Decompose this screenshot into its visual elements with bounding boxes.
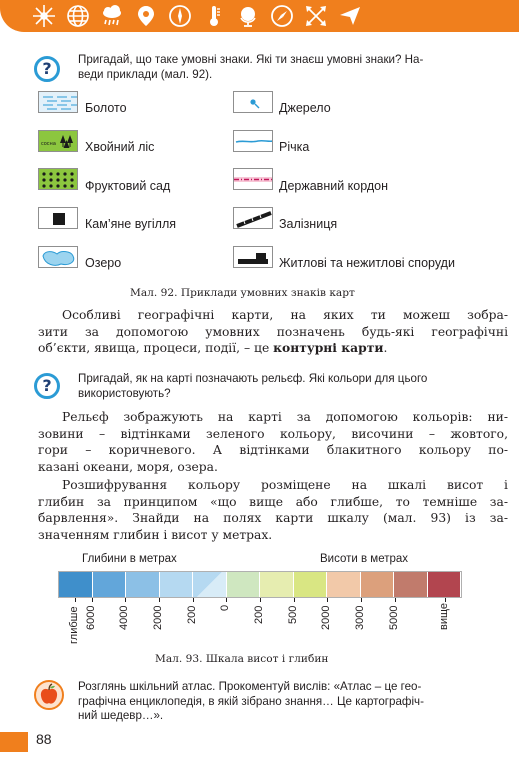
scale-tick-label: 4000 (118, 605, 131, 631)
scale-tick (445, 598, 446, 602)
scale-color-cell (193, 572, 227, 597)
scale-tick (92, 598, 93, 602)
paragraph-2-line-1: Рельєф зображують на карті за допомогою кольорів: ни- (62, 410, 508, 424)
paragraph-1-end: . (383, 341, 388, 356)
legend-label-coniferous-forest: Хвойний ліс (85, 140, 155, 154)
scale-tick-label: 200 (185, 605, 198, 624)
question-2-line-1: Пригадай, як на карті позначають рельєф. Які кольори для цього (78, 372, 428, 385)
orchard-icon (38, 168, 78, 190)
scale-color-cell (394, 572, 428, 597)
scale-tick-label: глибше (67, 606, 80, 644)
paragraph-2-line-2: зовини – відтінками зеленого кольору, височини – жовтого, (38, 426, 508, 441)
height-depth-scale (58, 571, 462, 598)
scale-color-cell (160, 572, 194, 597)
legend-label-state-border: Державний кордон (279, 179, 389, 193)
figure-92-caption: Мал. 92. Приклади умовних знаків карт (130, 287, 355, 299)
scale-tick-label: 2000 (320, 605, 333, 631)
scale-tick (260, 598, 261, 602)
paragraph-1-line-3-text: об’єкти, явища, процеси, події, – це (38, 341, 274, 356)
task-line-1: Розглянь шкільний атлас. Прокоментуй вислів: «Атлас – це гео- (78, 680, 422, 693)
scale-tick (159, 598, 160, 602)
paragraph-1-line-2: зити за допомогою умовних позначень будь-які географічні (38, 324, 508, 339)
legend-label-lake: Озеро (85, 256, 122, 270)
scale-tick (327, 598, 328, 602)
top-icons-row (30, 2, 364, 30)
coal-icon (38, 207, 78, 229)
paragraph-3-line-3: барвлення». Знайди на полях карти шкалу (мал. 93) із за- (38, 511, 508, 526)
compass-rose-icon (30, 2, 58, 30)
paragraph-contour-maps (38, 307, 508, 357)
compass-needle-icon (268, 2, 296, 30)
apple-icon (34, 680, 64, 710)
paragraph-relief (38, 409, 508, 476)
scale-color-cell (294, 572, 328, 597)
scale-tick (395, 598, 396, 602)
task-line-2: графічна енциклопедія, в якій зібрано знання… Це картографіч- (78, 694, 424, 708)
scale-color-cell (361, 572, 395, 597)
paragraph-3-line-4: значенням глибин і висот у метрах. (38, 528, 273, 543)
river-icon (233, 130, 273, 152)
scale-tick (75, 598, 76, 602)
legend-label-river: Річка (279, 140, 310, 154)
legend-label-buildings: Житлові та нежитлові споруди (279, 256, 455, 270)
question-1-line-2: веди приклади (мал. 92). (78, 68, 213, 81)
scale-tick-label: 6000 (84, 605, 97, 631)
globe-grid-icon (64, 2, 92, 30)
task-line-3: ний шедевр…». (78, 709, 164, 722)
contour-maps-term: контурні карти (273, 340, 384, 356)
legend-label-spring: Джерело (279, 101, 331, 115)
scale-tick-label: 200 (253, 605, 265, 624)
scale-tick-label: 500 (286, 605, 299, 624)
scale-tick-label: 3000 (354, 605, 366, 631)
depth-scale-title: Глибини в метрах (82, 553, 177, 565)
legend-label-swamp: Болото (85, 101, 127, 115)
scale-tick-label: 2000 (152, 605, 164, 631)
forest-symbol-text: сосна (41, 141, 56, 147)
paragraph-scale (38, 477, 508, 544)
railway-icon (233, 207, 273, 229)
scale-color-cell (428, 572, 462, 597)
state-border-icon (233, 168, 273, 190)
coniferous-forest-icon (38, 130, 78, 152)
paper-plane-icon (336, 2, 364, 30)
scale-color-cell (227, 572, 261, 597)
top-banner (0, 0, 519, 32)
scale-color-cell (93, 572, 127, 597)
buildings-icon (233, 246, 273, 268)
question-1-line-1: Пригадай, що таке умовні знаки. Які ти знаєш умовні знаки? На- (78, 53, 424, 66)
question-2 (78, 371, 508, 401)
paragraph-1-line-1: Особливі географічні карти, на яких ти можеш зобра- (62, 308, 508, 322)
height-scale-title: Висоти в метрах (320, 553, 409, 565)
paragraph-1-line-3 (38, 340, 508, 357)
page-edge-marker (0, 732, 28, 752)
directions-icon (302, 2, 330, 30)
scale-color-cell (260, 572, 294, 597)
question-mark-icon: ? (34, 56, 60, 82)
paragraph-3-line-1: Розшифрування кольору розміщене на шкалі висот і (62, 478, 508, 492)
paragraph-2-line-4: казані океани, моря, озера. (38, 460, 218, 475)
swamp-icon (38, 91, 78, 113)
scale-color-cell (327, 572, 361, 597)
legend-label-railway: Залізниця (279, 217, 338, 231)
scale-tick (125, 598, 126, 602)
paragraph-3-line-2: глибин за принципом «що вище або глибше, то темніше за- (38, 494, 508, 509)
question-2-line-2: використовують? (78, 387, 171, 400)
legend-label-coal: Кам’яне вугілля (85, 217, 177, 231)
scale-tick (193, 598, 194, 602)
scale-tick-label: 5000 (387, 605, 400, 631)
map-pin-icon (132, 2, 160, 30)
task-atlas (78, 680, 508, 724)
scale-tick (361, 598, 362, 602)
scale-tick-label: 0 (219, 604, 232, 611)
figure-93-caption: Мал. 93. Шкала висот і глибин (155, 653, 329, 665)
scale-tick (226, 598, 227, 602)
thermometer-icon (200, 2, 228, 30)
lake-icon (38, 246, 78, 268)
legend-label-orchard: Фруктовий сад (85, 179, 171, 193)
question-1 (78, 52, 508, 82)
spring-icon (233, 91, 273, 113)
scale-color-cell (126, 572, 160, 597)
compass-icon (166, 2, 194, 30)
globe-stand-icon (234, 2, 262, 30)
scale-tick-label: вище (438, 603, 451, 631)
paragraph-2-line-3: гори – коричневого. А відтінками блакитного кольору по- (38, 443, 508, 458)
scale-tick (294, 598, 295, 602)
question-mark-icon: ? (34, 373, 60, 399)
page-number: 88 (36, 731, 52, 747)
rain-cloud-icon (98, 2, 126, 30)
scale-color-cell (59, 572, 93, 597)
